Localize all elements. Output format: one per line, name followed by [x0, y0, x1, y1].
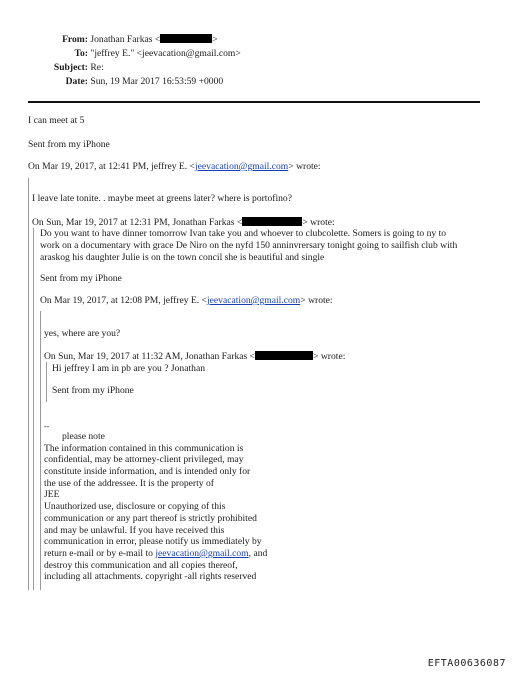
quote-body-2-line: araskog his daughter Julie is on the town concil she is beautiful and single	[40, 252, 325, 263]
reply-line: I can meet at 5	[28, 115, 85, 126]
quote-signature-2: Sent from my iPhone	[40, 273, 122, 284]
quote-body-4: Hi jeffrey I am in pb are you ? Jonathan	[52, 363, 206, 374]
quote-body-1: I leave late tonite. . maybe meet at greens later? where is portofino?	[32, 193, 292, 204]
email-link[interactable]: jeevacation@gmail.com	[194, 161, 289, 172]
quote-bar-2	[33, 228, 34, 590]
quote-attribution-3: On Mar 19, 2017, at 12:08 PM, jeffrey E. <jeevacation@gmail.com> wrote:	[40, 295, 333, 306]
disclaimer-line: communication in error, please notify us immediately by	[44, 536, 262, 548]
redaction-box	[160, 34, 212, 43]
quote-bar-1	[28, 178, 29, 590]
disclaimer-line: destroy this communication and all copies thereof,	[44, 559, 238, 571]
quote-body-2-line: Do you want to have dinner tomorrow Ivan take you and whoever to clubcolette. Somers is going to ny to	[40, 228, 447, 239]
header-from	[34, 34, 218, 46]
quote-attribution-1: On Mar 19, 2017, at 12:41 PM, jeffrey E. <jeevacation@gmail.com> wrote:	[28, 161, 321, 172]
quote-bar-4	[46, 362, 47, 402]
disclaimer-line: communication or any part thereof is strictly prohibited	[44, 512, 257, 524]
disclaimer-line: JEE	[44, 489, 60, 501]
from-label: From:	[62, 34, 88, 45]
from-value: Jonathan Farkas <	[90, 34, 161, 45]
date-value: Sun, 19 Mar 2017 16:53:59 +0000	[90, 76, 224, 87]
quote-body-2-line: work on a documentary with grace De Niro on the nyfd 150 anninvrersary tonight going to sailfish club with	[40, 240, 458, 251]
date-label: Date:	[65, 76, 88, 87]
from-suffix: >	[212, 34, 218, 45]
redaction-box	[255, 351, 313, 360]
subject-label: Subject:	[53, 62, 88, 73]
to-label: To:	[74, 48, 88, 59]
email-link[interactable]: jeevacation@gmail.com	[206, 295, 301, 306]
quote-body-3: yes, where are you?	[44, 328, 121, 339]
quote-bar-3	[40, 311, 41, 590]
disclaimer-line: The information contained in this communication is	[44, 442, 244, 454]
disclaimer-line: Unauthorized use, disclosure or copying of this	[44, 501, 226, 513]
header-date	[34, 76, 223, 88]
reply-signature: Sent from my iPhone	[28, 139, 110, 150]
header-divider	[28, 101, 480, 103]
quote-attribution-2: On Sun, Mar 19, 2017 at 12:31 PM, Jonathan Farkas < > wrote:	[32, 217, 335, 228]
document-id: EFTA00636087	[427, 658, 506, 670]
header-to	[34, 48, 241, 60]
disclaimer-line: confidential, may be attorney-client privileged, may	[44, 454, 244, 466]
quote-attribution-4: On Sun, Mar 19, 2017 at 11:32 AM, Jonathan Farkas < > wrote:	[44, 351, 346, 362]
to-value: "jeffrey E." <jeevacation@gmail.com>	[90, 48, 241, 59]
redaction-box	[242, 217, 302, 226]
signature-separator: --	[44, 422, 50, 431]
disclaimer-line: return e-mail or by e-mail to jeevacation@gmail.com, and	[44, 547, 268, 559]
subject-value: Re:	[90, 62, 104, 73]
disclaimer-note: please note	[62, 431, 105, 442]
disclaimer	[44, 431, 267, 583]
email-link[interactable]: jeevacation@gmail.com	[155, 547, 249, 559]
quote-signature-4: Sent from my iPhone	[52, 385, 134, 396]
disclaimer-line: and may be unlawful. If you have received this	[44, 524, 225, 536]
disclaimer-line: including all attachments. copyright -all rights reserved	[44, 571, 257, 583]
header-subject	[34, 62, 104, 74]
disclaimer-line: constitute inside information, and is intended only for	[44, 466, 251, 478]
disclaimer-line: the use of the addressee. It is the property of	[44, 477, 214, 489]
